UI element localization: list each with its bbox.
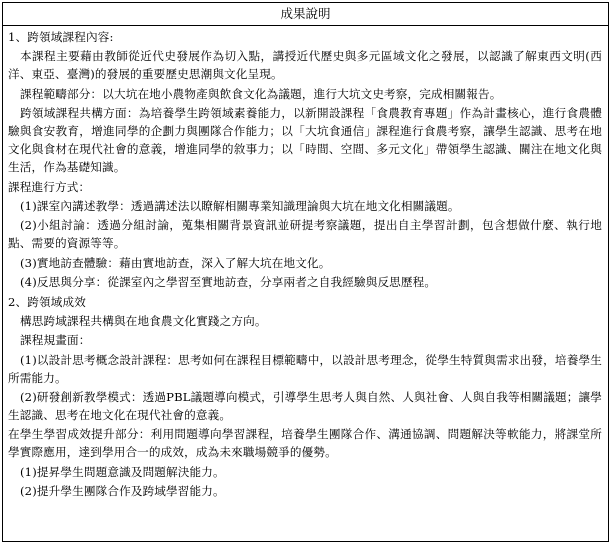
section-2-learning-item-1: (1)提昇學生問題意識及問題解決能力。 xyxy=(20,464,225,479)
section-1-item-2: (2)小組討論：透過分組討論，蒐集相關背景資訊並研提考察議題，提出自主學習計劃，包含想做什麼、執行地點、需要的資源等等。 xyxy=(8,218,602,251)
section-2-intro: 構思跨域課程共構與在地食農文化實踐之方向。 xyxy=(20,313,267,328)
section-1-paragraph-1: 本課程主要藉由教師從近代史發展作為切入點，講授近代歷史與多元區域文化之發展，以認識了解東西文明(西洋、東亞、臺灣)的發展的重要歷史思潮與文化呈現。 xyxy=(8,49,602,82)
section-1-item-3: (3)實地訪查體驗：藉由實地訪查，深入了解大坑在地文化。 xyxy=(20,255,331,270)
section-2-item-2: (2)研發創新教學模式：透過PBL議題導向模式，引導學生思考人與自然、人與社會、人與自我等相關議題；讓學生認識、思考在地文化在現代社會的意義。 xyxy=(8,390,602,423)
results-table xyxy=(2,2,609,542)
section-2-heading: 2、跨領域成效 xyxy=(8,294,86,309)
section-2-learning-item-2: (2)提升學生團隊合作及跨域學習能力。 xyxy=(20,484,225,499)
section-1-heading: 1、跨領域課程內容: xyxy=(8,30,114,44)
section-1-subheading: 課程進行方式： xyxy=(8,179,91,194)
section-1-paragraph-3: 跨領域課程共構方面：為培養學生跨領域素養能力，以新開設課程「食農教育專題」作為計畫核心，進行食農體驗與食安教育，增進同學的企劃力與團隊合作能力；以「大坑食通信」課程進行食農考察，讓學生認識、思考在地文化與食材在現代社會的意義，增進同學的敘事力；以「時間、空間、多元文化」帶領學生認識、關注在地文化與生活，作為基礎知識。 xyxy=(8,106,602,175)
section-1-item-4: (4)反思與分享：從課室內之學習至實地訪查，分享兩者之自我經驗與反思歷程。 xyxy=(20,275,437,290)
section-2-item-1: (1)以設計思考概念設計課程：思考如何在課程目標範疇中，以設計思考理念，從學生特質與需求出發，培養學生所需能力。 xyxy=(8,352,602,385)
section-1-item-1: (1)課室內講述教學：透過講述法以瞭解相關專業知識理論與大坑在地文化相關議題。 xyxy=(20,198,460,213)
section-2-learning-text: 在學生學習成效提升部分：利用問題導向學習課程，培養學生團隊合作、溝通協調、問題解決等軟能力，將課堂所學實際應用，達到學用合一的成效，成為未來職場競爭的優勢。 xyxy=(8,427,602,460)
section-2-subheading: 課程規畫面： xyxy=(20,333,91,348)
table-header: 成果說明 xyxy=(3,3,608,26)
section-1-paragraph-2: 課程範疇部分：以大坑在地小農物產與飲食文化為議題，進行大坑文史考察，完成相關報告。 xyxy=(20,86,502,101)
table-content xyxy=(3,26,608,500)
